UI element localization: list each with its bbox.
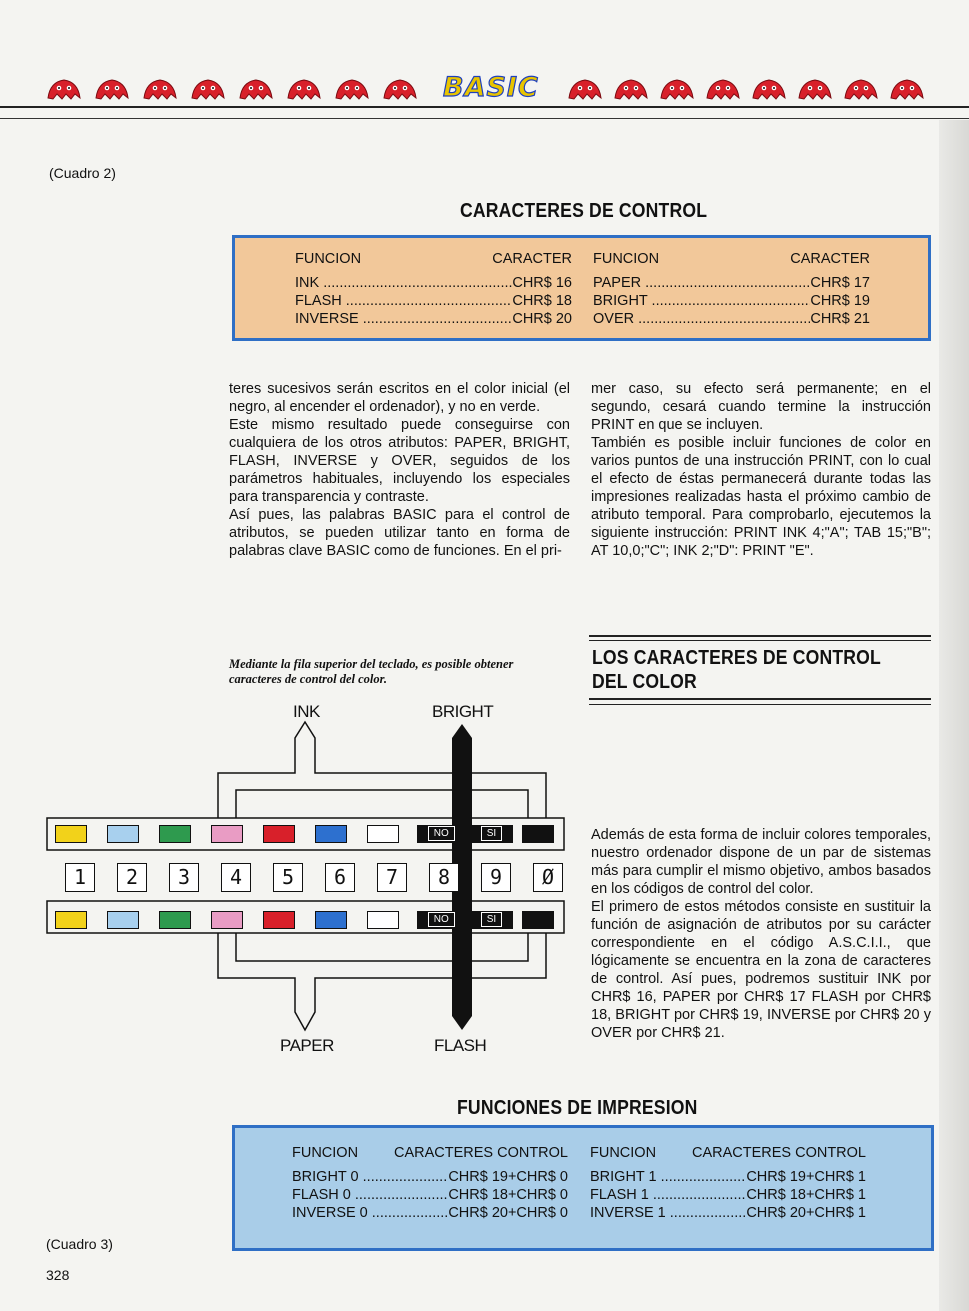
table-row: BRIGHT 1 ..... CHR$ 19+CHR$ 1 — [590, 1168, 866, 1186]
print-table-right — [590, 1144, 866, 1222]
cuadro3-label: (Cuadro 3) — [46, 1236, 113, 1252]
paragraph: Este mismo resultado puede conseguirse con cualquiera de los otros atributos: PAPER, BRIGHT, FLASH, INVERSE y OVER, seguidos de los parámetros habituales, incluyendo los especiales para transparencia y contraste. — [229, 417, 570, 505]
table-row: INVERSE 0 ..... CHR$ 20+CHR$ 0 — [292, 1204, 568, 1222]
color-swatch — [107, 911, 139, 929]
col-header-caracteres: CARACTERES CONTROL — [393, 1145, 568, 1161]
col-header-caracter: CARACTER — [492, 251, 572, 267]
color-swatch — [263, 825, 295, 843]
col-header-funcion: FUNCION — [593, 251, 660, 267]
color-swatch — [315, 825, 347, 843]
table-row: FLASH ..... CHR$ 18 — [295, 292, 572, 310]
print-table — [232, 1125, 934, 1251]
color-swatch — [315, 911, 347, 929]
label-ink: INK — [293, 702, 320, 721]
table-row: INVERSE ..... CHR$ 20 — [295, 310, 572, 328]
key-1: 1 — [65, 863, 95, 892]
color-swatch — [211, 825, 243, 843]
label-bright: BRIGHT — [432, 702, 494, 721]
key-0: Ø — [533, 863, 563, 892]
paragraph: Así pues, las palabras BASIC para el control de atributos, se pueden utilizar tanto en forma de palabras clave BASIC como de funciones. En el pri- — [229, 507, 570, 559]
color-swatch — [211, 911, 243, 929]
control-table-title: CARACTERES DE CONTROL — [460, 200, 708, 222]
key-2: 2 — [117, 863, 147, 892]
paragraph: También es posible incluir funciones de color en varios puntos de una instrucción PRINT, con lo cual el efecto de éstas permanecerá durante todas las impresiones realizadas hasta el próximo cambio de atributo temporal. Para comprobarlo, ejecutemos la siguiente instrucción: PRINT INK 4;"A"; TAB 15;"B"; AT 10,0;"C"; INK 2;"D": PRINT "E". — [591, 435, 931, 559]
color-swatch — [107, 825, 139, 843]
print-table-left — [292, 1144, 568, 1222]
key-8: 8 — [429, 863, 459, 892]
table-row: BRIGHT 0 ..... CHR$ 19+CHR$ 0 — [292, 1168, 568, 1186]
col-header-caracter: CARACTER — [790, 251, 870, 267]
color-swatch — [55, 911, 87, 929]
key-3: 3 — [169, 863, 199, 892]
paragraph: teres sucesivos serán escritos en el color inicial (el negro, al encender el ordenador), y no en verde. — [229, 381, 570, 415]
figure-caption: Mediante la fila superior del teclado, es posible obtener caracteres de control del color. — [229, 657, 514, 686]
page-number: 328 — [46, 1267, 70, 1283]
label-paper: PAPER — [280, 1036, 334, 1055]
color-swatch — [55, 825, 87, 843]
color-swatch — [263, 911, 295, 929]
paragraph: mer caso, su efecto será permanente; en el segundo, cesará cuando termine la instrucción PRINT en que se incluyen. — [591, 381, 931, 433]
table-row: OVER ..... CHR$ 21 — [593, 310, 870, 328]
table-row: BRIGHT ..... CHR$ 19 — [593, 292, 870, 310]
basic-logo: BASIC — [443, 72, 539, 103]
key-9: 9 — [481, 863, 511, 892]
label-flash: FLASH — [434, 1036, 487, 1055]
color-swatch — [159, 911, 191, 929]
si-label: SI — [481, 826, 502, 841]
paragraph: Además de esta forma de incluir colores temporales, nuestro ordenador dispone de un par de sistemas más para cumplir el mismo objetivo, ambos basados en los códigos de control del color. — [591, 827, 931, 897]
key-7: 7 — [377, 863, 407, 892]
no-label: NO — [428, 912, 455, 927]
cuadro2-label: (Cuadro 2) — [49, 165, 116, 181]
section2-title: LOS CARACTERES DE CONTROL DEL COLOR — [592, 647, 881, 693]
table-row: FLASH 1 ..... CHR$ 18+CHR$ 1 — [590, 1186, 866, 1204]
no-label: NO — [428, 826, 455, 841]
no-si-block — [417, 911, 513, 929]
color-swatch — [367, 911, 399, 929]
col-header-funcion: FUNCION — [590, 1145, 657, 1161]
key-4: 4 — [221, 863, 251, 892]
si-label: SI — [481, 912, 502, 927]
paragraph: El primero de estos métodos consiste en sustituir la función de asignación de atributos por su carácter correspondiente en el código A.S.C.I.I., que lógicamente se encuentra en la zona de caracteres de control. Así pues, podremos sustituir INK por CHR$ 16, PAPER por CHR$ 17 FLASH por CHR$ 18, BRIGHT por CHR$ 19, INVERSE por CHR$ 20 y OVER por CHR$ 21. — [591, 899, 931, 1041]
col-header-funcion: FUNCION — [292, 1145, 359, 1161]
table-row: FLASH 0 ..... CHR$ 18+CHR$ 0 — [292, 1186, 568, 1204]
col-header-caracteres: CARACTERES CONTROL — [691, 1145, 866, 1161]
print-table-title: FUNCIONES DE IMPRESION — [457, 1097, 698, 1119]
col-header-funcion: FUNCION — [295, 251, 362, 267]
color-swatch — [159, 825, 191, 843]
color-swatch — [522, 825, 554, 843]
table-row: INK ..... CHR$ 16 — [295, 274, 572, 292]
table-row: INVERSE 1 ..... CHR$ 20+CHR$ 1 — [590, 1204, 866, 1222]
no-si-block — [417, 825, 513, 843]
key-5: 5 — [273, 863, 303, 892]
color-swatch — [522, 911, 554, 929]
color-swatch — [367, 825, 399, 843]
table-row: PAPER ..... CHR$ 17 — [593, 274, 870, 292]
key-6: 6 — [325, 863, 355, 892]
